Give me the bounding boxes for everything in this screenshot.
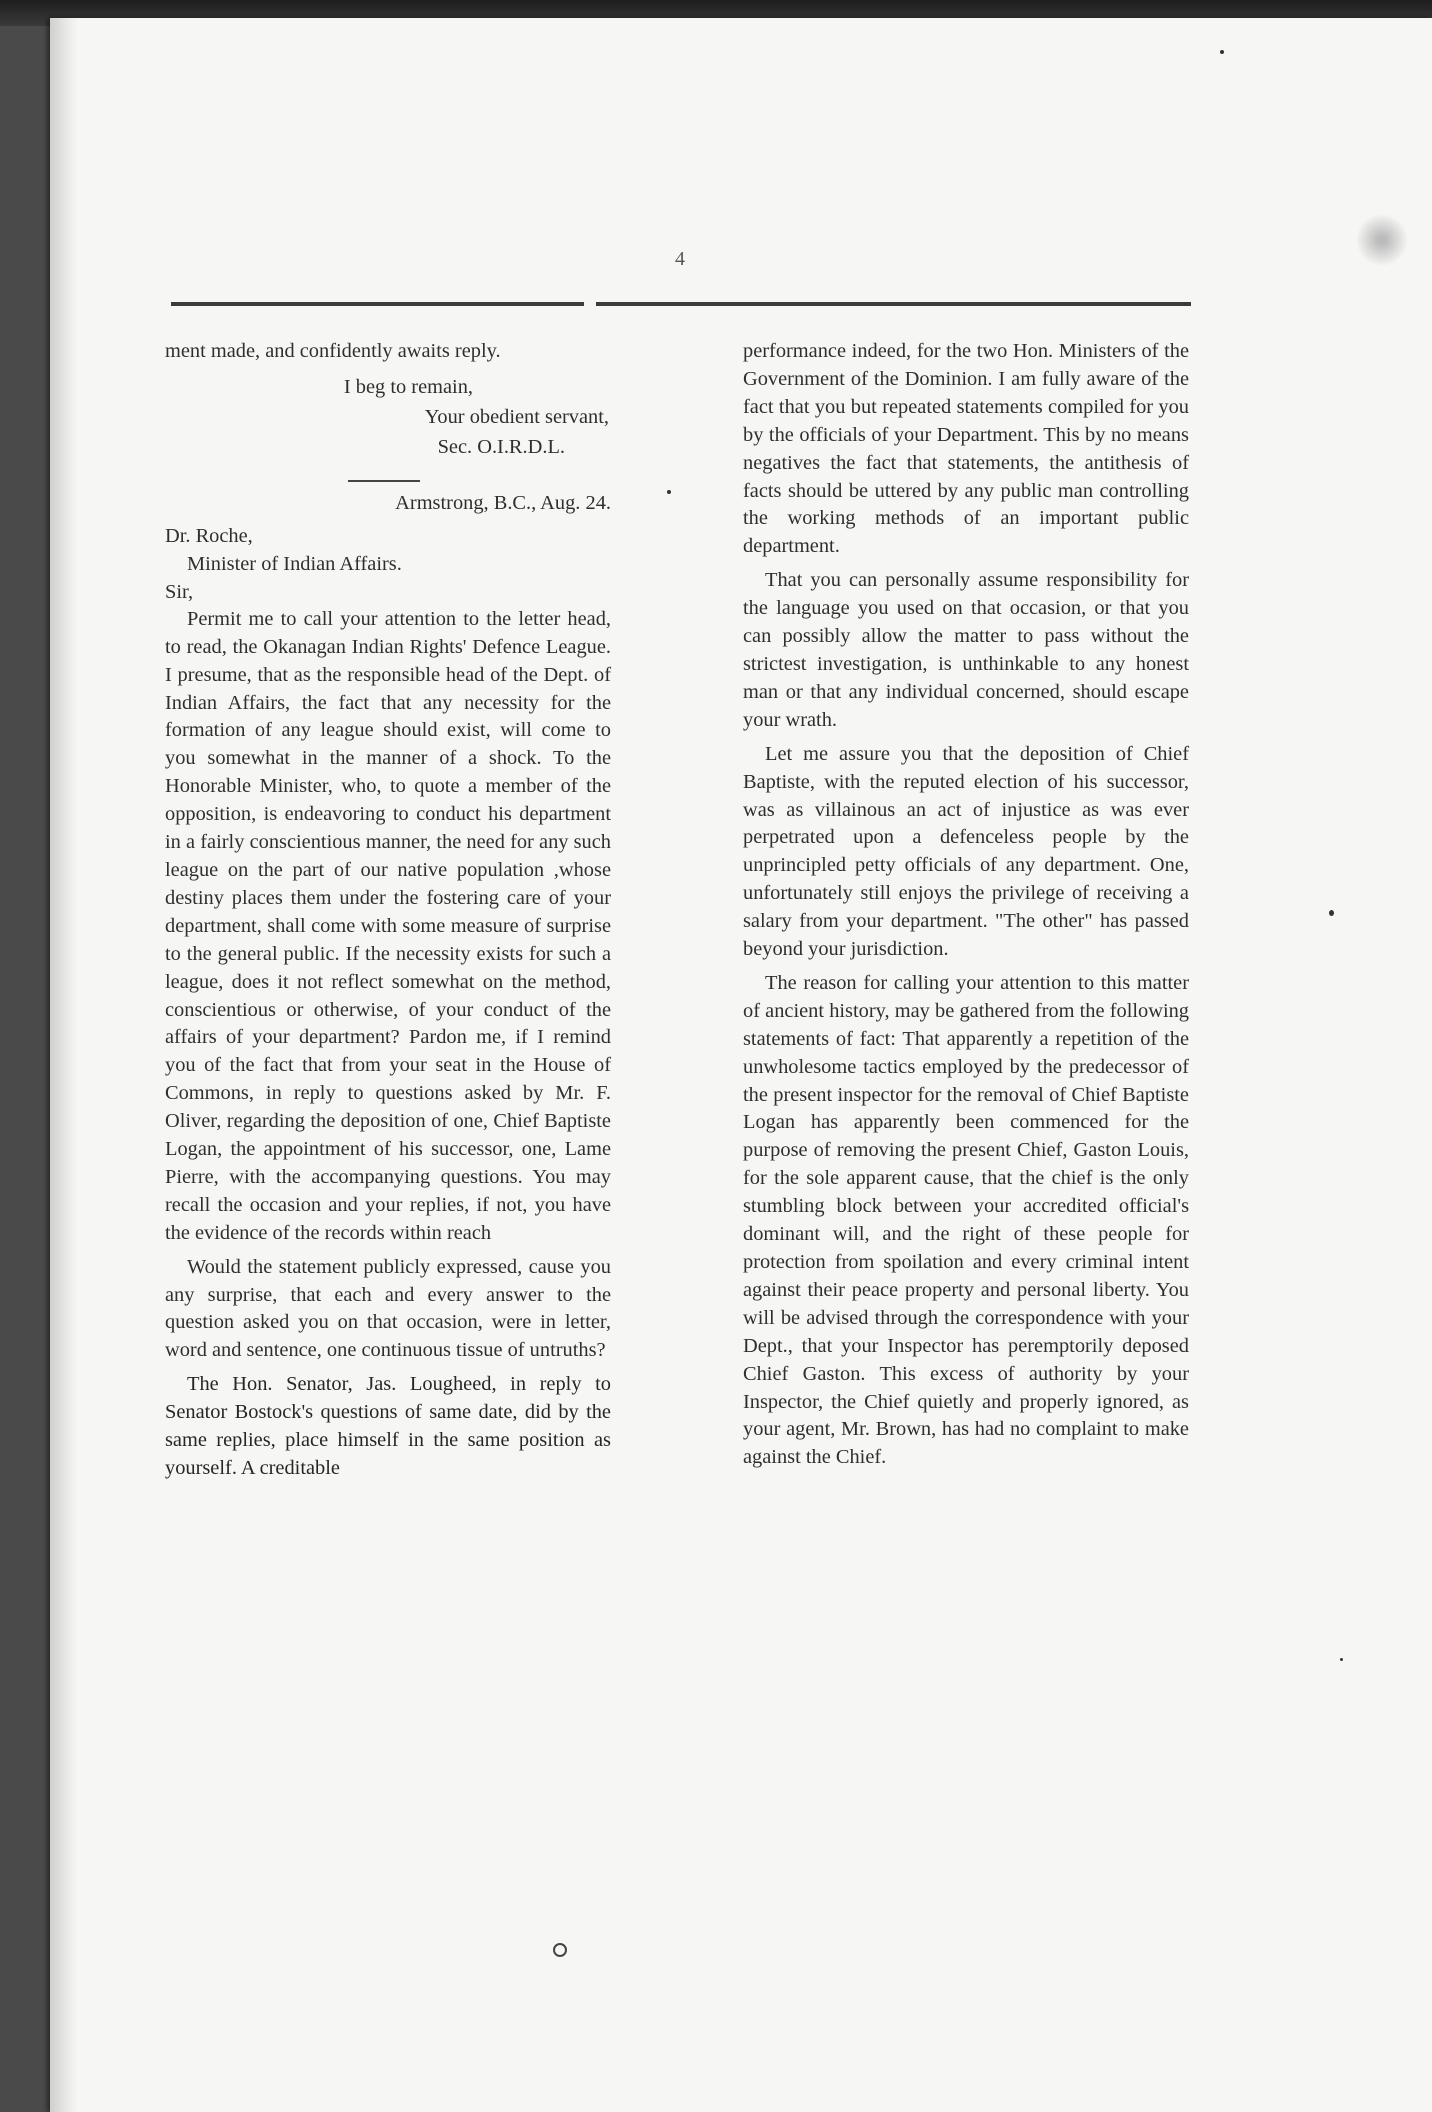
scan-speck (667, 490, 671, 494)
closing-line-1: I beg to remain, (343, 375, 473, 398)
letter-salutation (165, 522, 611, 606)
left-column (165, 338, 611, 1489)
paragraph: The Hon. Senator, Jas. Lougheed, in reply to Senator Bostock's questions of same date, did by the same replies, place himself in the same position as yourself. A creditable (165, 1373, 611, 1479)
closing-signature: Sec. O.I.R.D.L. (437, 435, 565, 458)
page-binding-shadow (50, 18, 78, 2112)
recipient-name: Dr. Roche, (165, 524, 253, 547)
header-rule-right (596, 302, 1191, 306)
document-page (50, 18, 1432, 2112)
scan-speck (1340, 1658, 1343, 1661)
paragraph: The reason for calling your attention to this matter of ancient history, may be gathered from the following statements of fact: That apparently a repetition of the unwholesome tactics employed by the predecessor of the present inspector for the removal of Chief Baptiste Logan has apparently been commenced for the purpose of removing the present Chief, Gaston Louis, for the sole apparent cause, that the chief is the only stumbling block between your accredited official's dominant will, and the right of these people for protection from spoilation and every criminal intent against their peace property and personal liberty. You will be advised through the correspondence with your Dept., that your Inspector has peremptorily deposed Chief Gaston. This excess of authority by your Inspector, the Chief quietly and properly ignored, as your agent, Mr. Brown, has had no complaint to make against the Chief. (743, 971, 1189, 1469)
section-separator (348, 480, 420, 482)
right-opening-text: performance indeed, for the two Hon. Ministers of the Government of the Dominion. I am fully aware of the fact that you but repeated statements compiled for you by the officials of your Department. This by no means negatives the fact that statements, the antithesis of facts should be uttered by any public man controlling the working methods of an important public department. (743, 340, 1189, 558)
paragraph: Would the statement publicly expressed, cause you any surprise, that each and every answer to the question asked you on that occasion, were in letter, word and sentence, one continuous tissue of untruths? (165, 1255, 611, 1362)
page-number: 4 (675, 248, 685, 270)
footer-ornament (553, 1943, 567, 1957)
paragraph: That you can personally assume responsibility for the language you used on that occasion, or that you can possibly allow the matter to pass without the strictest investigation, is unthinkable to any honest man or that any individual concerned, should escape your wrath. (743, 569, 1189, 731)
paragraph: Let me assure you that the deposition of Chief Baptiste, with the reputed election of his successor, was as villainous an act of injustice as was ever perpetrated upon a defenceless people by the unprincipled petty officials of any department. One, unfortunately still enjoys the privilege of receiving a salary from your department. "The other" has passed beyond your jurisdiction. (743, 742, 1189, 961)
salutation-greeting: Sir, (165, 580, 194, 603)
scan-speck (1329, 910, 1334, 916)
left-opening-text: ment made, and confidently awaits reply. (165, 340, 501, 362)
right-column (743, 338, 1189, 1478)
letter-dateline: Armstrong, B.C., Aug. 24. (395, 491, 611, 514)
scan-speck (1220, 50, 1224, 54)
recipient-title: Minister of Indian Affairs. (187, 552, 402, 575)
paragraph: Permit me to call your attention to the letter head, to read, the Okanagan Indian Rights' Defence League. I presume, that as the responsible head of the Dept. of Indian Affairs, the fact that any necessity for the formation of any league should exist, will come to you somewhat in the manner of a shock. To the Honorable Minister, who, to quote a member of the opposition, is endeavoring to conduct his department in a fairly conscientious manner, the need for any such league on the part of our native population ,whose destiny places them under the fostering care of your department, shall come with some measure of surprise to the general public. If the necessity exists for such a league, does it not reflect somewhat on the method, conscientious or otherwise, of your conduct of the affairs of your department? Pardon me, if I remind you of the fact that from your seat in the House of Commons, in reply to questions asked by Mr. F. Oliver, regarding the deposition of one, Chief Baptiste Logan, the appointment of his successor, one, Lame Pierre, with the accompanying questions. You may recall the occasion and your replies, if not, you have the evidence of the records within reach (165, 607, 611, 1244)
closing-line-2: Your obedient servant, (424, 405, 609, 428)
letter-closing (165, 372, 611, 462)
header-rule-left (171, 302, 584, 306)
scan-stain (1357, 212, 1407, 268)
